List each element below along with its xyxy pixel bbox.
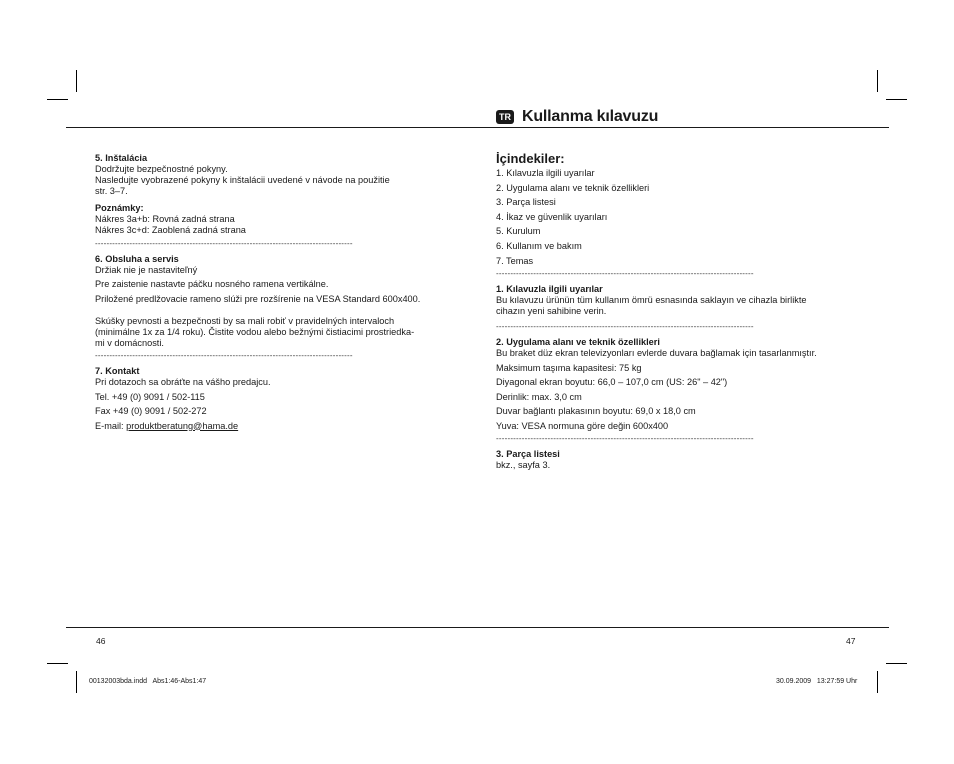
service-line: Pre zaistenie nastavte páčku nosného ramena vertikálne. — [95, 279, 329, 289]
sec2-line: Yuva: VESA normuna göre değin 600x400 — [496, 420, 669, 431]
install-heading: 5. Inštalácia — [95, 153, 148, 163]
toc-item: 7. Temas — [496, 255, 534, 266]
header-rule — [66, 127, 889, 128]
divider: ------------------------------------------------------------------------------------------ — [496, 270, 754, 279]
notes-heading: Poznámky: — [95, 203, 144, 213]
service-line: Skúšky pevnosti a bezpečnosti by sa mali robiť v pravidelných intervaloch — [95, 315, 395, 326]
footer-rule — [66, 627, 889, 628]
service-line: Držiak nie je nastaviteľný — [95, 264, 198, 275]
page-title: Kullanma kılavuzu — [522, 108, 659, 125]
crop-mark — [76, 70, 77, 92]
toc-item: 5. Kurulum — [496, 226, 541, 237]
sec1-line: Bu kılavuzu ürünün tüm kullanım ömrü esnasında saklayın ve cihazla birlikte — [496, 295, 807, 306]
install-line: Dodržujte bezpečnostné pokyny. — [95, 164, 228, 174]
right-column — [496, 152, 856, 471]
sec2-heading: 2. Uygulama alanı ve teknik özellikleri — [496, 337, 660, 348]
slug-file-info: 00132003bda.indd Abs1:46-Abs1:47 — [89, 678, 207, 685]
sec2-line: Bu braket düz ekran televizyonları evlerde duvara bağlamak için tasarlanmıştır. — [496, 348, 817, 359]
toc-item: 3. Parça listesi — [496, 197, 556, 208]
service-heading: 6. Obsluha a servis — [95, 253, 179, 264]
toc-item: 2. Uygulama alanı ve teknik özellikleri — [496, 182, 650, 193]
contact-email-row — [95, 421, 455, 432]
service-line: Priložené predlžovacie rameno slúži pre rozšírenie na VESA Standard 600x400. — [95, 293, 421, 304]
service-line: (minimálne 1x za 1/4 roku). Čistite vodou alebo bežnými čistiacimi prostriedka- — [95, 326, 415, 337]
crop-mark — [47, 663, 68, 664]
notes-line: Nákres 3c+d: Zaoblená zadná strana — [95, 225, 246, 235]
page-number-left: 46 — [96, 636, 106, 646]
toc-item: 4. İkaz ve güvenlik uyarıları — [496, 211, 608, 222]
contact-tel: Tel. +49 (0) 9091 / 502-115 — [95, 391, 205, 402]
page-header — [496, 108, 658, 126]
toc-title: İçindekiler: — [496, 151, 565, 166]
sec2-line: Diyagonal ekran boyutu: 66,0 – 107,0 cm (US: 26" – 42") — [496, 377, 728, 388]
toc-item: 6. Kullanım ve bakım — [496, 240, 582, 251]
sec3-line: bkz., sayfa 3. — [496, 460, 551, 471]
page-number-right: 47 — [846, 636, 856, 646]
crop-mark — [877, 671, 878, 693]
crop-mark — [886, 663, 907, 664]
divider: ------------------------------------------------------------------------------------------ — [496, 323, 754, 332]
sec1-heading: 1. Kılavuzla ilgili uyarılar — [496, 284, 603, 295]
crop-mark — [47, 99, 68, 100]
divider: ------------------------------------------------------------------------------------------ — [496, 435, 754, 444]
install-line: str. 3–7. — [95, 186, 128, 196]
sec2-line: Derinlik: max. 3,0 cm — [496, 391, 582, 402]
sec2-line: Maksimum taşıma kapasitesi: 75 kg — [496, 362, 642, 373]
contact-heading: 7. Kontakt — [95, 366, 140, 376]
language-badge: TR — [496, 110, 514, 124]
sec3-heading: 3. Parça listesi — [496, 449, 560, 460]
crop-mark — [877, 70, 878, 92]
left-column — [95, 153, 455, 432]
notes-line: Nákres 3a+b: Rovná zadná strana — [95, 214, 235, 224]
sec1-line: cihazın yeni sahibine verin. — [496, 306, 607, 317]
contact-fax: Fax +49 (0) 9091 / 502-272 — [95, 406, 207, 416]
email-link[interactable]: produktberatung@hama.de — [126, 420, 239, 431]
divider: ------------------------------------------------------------------------------------------ — [95, 352, 353, 360]
install-line: Nasledujte vyobrazené pokyny k inštalácii uvedené v návode na použitie — [95, 175, 390, 185]
toc-item: 1. Kılavuzla ilgili uyarılar — [496, 168, 595, 178]
crop-mark — [886, 99, 907, 100]
crop-mark — [76, 671, 77, 693]
contact-line: Pri dotazoch sa obráťte na vášho predajcu. — [95, 377, 271, 387]
divider: ------------------------------------------------------------------------------------------ — [95, 239, 353, 248]
slug-timestamp: 30.09.2009 13:27:59 Uhr — [776, 678, 858, 685]
email-label: E-mail: — [95, 420, 127, 431]
sec2-line: Duvar bağlantı plakasının boyutu: 69,0 x 18,0 cm — [496, 406, 696, 417]
service-line: mi v domácnosti. — [95, 337, 164, 348]
